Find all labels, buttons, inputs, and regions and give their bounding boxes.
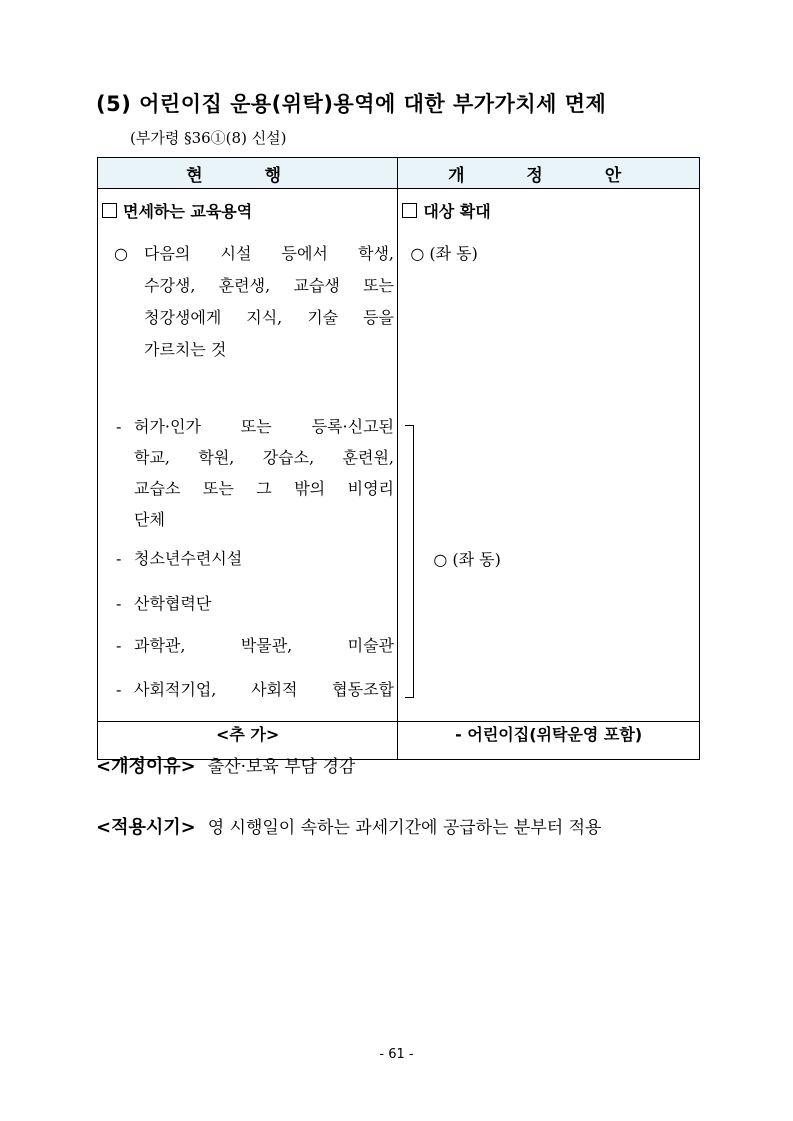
apply-label: <적용시기> xyxy=(96,817,196,838)
list-item xyxy=(116,543,394,574)
same-as-current-note: ○ (좌 동) xyxy=(433,550,501,569)
section-subtitle: (부가령 §36①(8) 신설) xyxy=(130,129,287,147)
bullet-line: 수강생, 훈련생, 교습생 또는 xyxy=(144,276,394,295)
current-cell xyxy=(98,189,398,722)
added-item: - 어린이집(위탁운영 포함) xyxy=(398,722,700,760)
section-title: (5) 어린이집 운용(위탁)용역에 대한 부가가치세 면제 xyxy=(96,92,607,116)
revised-heading: 대상 확대 xyxy=(402,199,490,222)
bracket-line xyxy=(405,425,414,698)
dash-marker: - xyxy=(116,549,122,568)
page-number: - 61 - xyxy=(379,1047,414,1062)
bullet-line: 가르치는 것 xyxy=(144,340,227,359)
bullet-line: 청강생에게 지식, 기술 등을 xyxy=(144,308,394,327)
dash-marker: - xyxy=(116,636,122,655)
list-item xyxy=(116,411,394,535)
table-header-row xyxy=(98,158,700,189)
reason-label: <개정이유> xyxy=(96,756,196,777)
revision-reason xyxy=(96,752,355,778)
list-item-line: 청소년수련시설 xyxy=(134,549,243,568)
header-current: 현 행 xyxy=(98,158,398,189)
bullet-line: 다음의 시설 등에서 학생, xyxy=(144,244,394,263)
current-heading: 면세하는 교육용역 xyxy=(102,199,252,222)
list-item-line: 학교, 학원, 강습소, 훈련원, xyxy=(134,448,394,467)
header-revised: 개 정 안 xyxy=(398,158,700,189)
current-bullet xyxy=(114,238,394,366)
dash-marker: - xyxy=(116,417,122,436)
application-period xyxy=(96,813,601,839)
circle-bullet-icon: ○ xyxy=(114,244,128,263)
list-item-line: 단체 xyxy=(134,510,165,529)
dash-marker: - xyxy=(116,594,122,613)
list-item xyxy=(116,588,394,619)
checkbox-icon xyxy=(102,203,117,218)
list-item-line: 사회적기업, 사회적 협동조합 xyxy=(134,680,394,699)
added-label: <추 가> xyxy=(98,722,398,760)
reason-text: 출산·보육 부담 경감 xyxy=(207,757,356,777)
comparison-table xyxy=(97,157,700,760)
list-item xyxy=(116,630,394,661)
same-as-current-note: ○ (좌 동) xyxy=(410,244,478,263)
list-item-line: 산학협력단 xyxy=(134,594,212,613)
apply-text: 영 시행일이 속하는 과세기간에 공급하는 분부터 적용 xyxy=(207,818,602,838)
list-item-line: 허가·인가 또는 등록·신고된 xyxy=(134,417,394,436)
list-item-line: 교습소 또는 그 밖의 비영리 xyxy=(134,479,394,498)
list-item xyxy=(116,674,394,705)
dash-marker: - xyxy=(116,680,122,699)
checkbox-icon xyxy=(402,203,417,218)
revised-cell xyxy=(398,189,700,722)
table-body-row xyxy=(98,189,700,722)
list-item-line: 과학관, 박물관, 미술관 xyxy=(134,636,394,655)
